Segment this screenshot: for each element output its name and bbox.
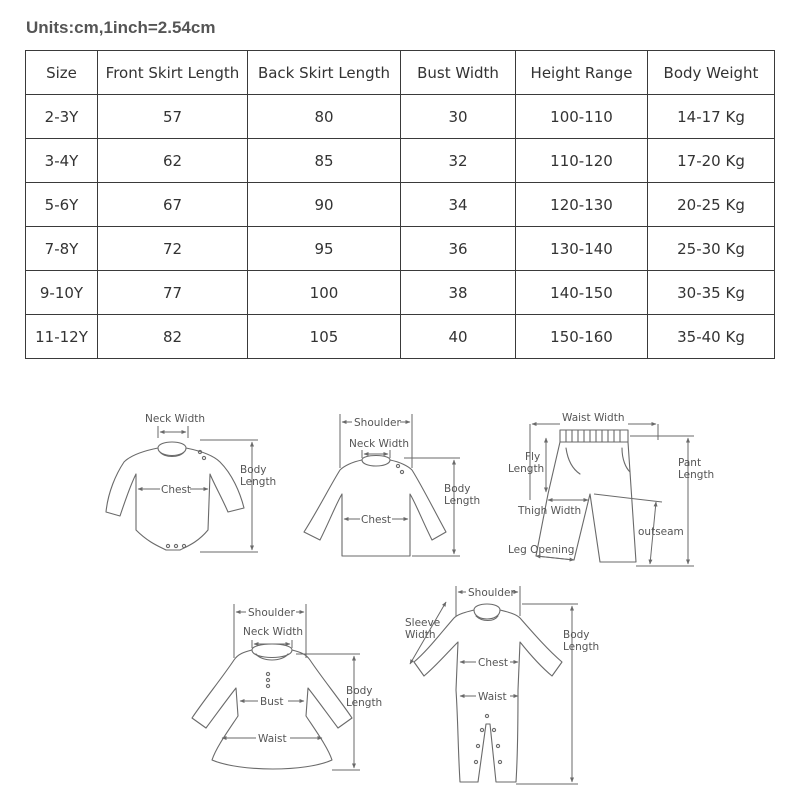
cell-front-skirt-length: 67 — [98, 183, 248, 227]
dress-body-length-label-2: Length — [346, 697, 383, 709]
cell-front-skirt-length: 72 — [98, 227, 248, 271]
sweater-shoulder-label: Shoulder — [354, 417, 401, 429]
sweater-body-length-label: Body — [444, 483, 471, 495]
size-table — [25, 50, 775, 359]
sweater-chest-label: Chest — [361, 514, 392, 526]
cell-back-skirt-length: 95 — [248, 227, 401, 271]
units-note: Units:cm,1inch=2.54cm — [26, 18, 216, 37]
cell-body-weight: 17-20 Kg — [648, 139, 775, 183]
romper-body-length-label: Body — [563, 629, 590, 641]
cell-height-range: 120-130 — [516, 183, 648, 227]
bodysuit-diagram — [106, 413, 276, 552]
pants-thigh-width-label: Thigh Width — [518, 505, 582, 517]
sweater-garment-icon — [304, 456, 446, 557]
bodysuit-body-length-label: Body — [240, 464, 267, 476]
cell-body-weight: 20-25 Kg — [648, 183, 775, 227]
cell-body-weight: 35-40 Kg — [648, 315, 775, 359]
header-body-weight: Body Weight — [648, 51, 775, 95]
cell-bust-width: 32 — [401, 139, 516, 183]
header-height-range: Height Range — [516, 51, 648, 95]
pants-garment-icon — [536, 430, 636, 562]
table-row — [26, 271, 775, 315]
dress-neck-width-label: Neck Width — [243, 626, 304, 638]
cell-size: 3-4Y — [26, 139, 98, 183]
cell-size: 7-8Y — [26, 227, 98, 271]
header-front-skirt-length: Front Skirt Length — [98, 51, 248, 95]
cell-bust-width: 38 — [401, 271, 516, 315]
pants-diagram — [508, 412, 714, 566]
pants-fly-length-label: Fly — [525, 451, 541, 463]
cell-size: 11-12Y — [26, 315, 98, 359]
cell-body-weight: 25-30 Kg — [648, 227, 775, 271]
bodysuit-garment-icon — [106, 442, 244, 550]
cell-bust-width: 40 — [401, 315, 516, 359]
pants-waist-width-label: Waist Width — [562, 412, 625, 424]
table-row — [26, 95, 775, 139]
cell-back-skirt-length: 80 — [248, 95, 401, 139]
cell-size: 9-10Y — [26, 271, 98, 315]
cell-height-range: 140-150 — [516, 271, 648, 315]
pants-pant-length-label: Pant — [678, 457, 702, 469]
cell-back-skirt-length: 90 — [248, 183, 401, 227]
bodysuit-chest-label: Chest — [161, 484, 192, 496]
dress-diagram — [192, 604, 382, 770]
cell-size: 2-3Y — [26, 95, 98, 139]
table-row — [26, 139, 775, 183]
cell-bust-width: 30 — [401, 95, 516, 139]
pants-fly-length-label-2: Length — [508, 463, 545, 475]
pants-leg-opening-label: Leg Opening — [508, 544, 575, 556]
table-row — [26, 183, 775, 227]
bodysuit-neck-width-label: Neck Width — [145, 413, 206, 425]
cell-front-skirt-length: 57 — [98, 95, 248, 139]
romper-waist-label: Waist — [478, 691, 507, 703]
dress-bust-label: Bust — [260, 696, 284, 708]
cell-bust-width: 34 — [401, 183, 516, 227]
cell-back-skirt-length: 85 — [248, 139, 401, 183]
cell-height-range: 110-120 — [516, 139, 648, 183]
cell-body-weight: 30-35 Kg — [648, 271, 775, 315]
cell-front-skirt-length: 62 — [98, 139, 248, 183]
sweater-diagram — [304, 414, 480, 556]
romper-diagram — [405, 586, 599, 784]
romper-shoulder-label: Shoulder — [468, 587, 515, 599]
sweater-body-length-label-2: Length — [444, 495, 481, 507]
pants-pant-length-label-2: Length — [678, 469, 715, 481]
cell-height-range: 100-110 — [516, 95, 648, 139]
dress-body-length-label: Body — [346, 685, 373, 697]
cell-size: 5-6Y — [26, 183, 98, 227]
romper-sleeve-width-label: Sleeve — [405, 617, 441, 629]
cell-body-weight: 14-17 Kg — [648, 95, 775, 139]
cell-back-skirt-length: 105 — [248, 315, 401, 359]
header-back-skirt-length: Back Skirt Length — [248, 51, 401, 95]
dress-shoulder-label: Shoulder — [248, 607, 295, 619]
cell-front-skirt-length: 77 — [98, 271, 248, 315]
romper-body-length-label-2: Length — [563, 641, 600, 653]
cell-bust-width: 36 — [401, 227, 516, 271]
cell-front-skirt-length: 82 — [98, 315, 248, 359]
table-row — [26, 227, 775, 271]
table-header-row — [26, 51, 775, 95]
cell-height-range: 150-160 — [516, 315, 648, 359]
table-row — [26, 315, 775, 359]
sweater-neck-width-label: Neck Width — [349, 438, 410, 450]
header-bust-width: Bust Width — [401, 51, 516, 95]
header-size: Size — [26, 51, 98, 95]
bodysuit-body-length-label-2: Length — [240, 476, 277, 488]
cell-height-range: 130-140 — [516, 227, 648, 271]
pants-outseam-label: outseam — [638, 526, 684, 538]
dress-waist-label: Waist — [258, 733, 287, 745]
romper-chest-label: Chest — [478, 657, 509, 669]
measurement-diagrams — [0, 380, 800, 800]
cell-back-skirt-length: 100 — [248, 271, 401, 315]
romper-sleeve-width-label-2: Width — [405, 629, 436, 641]
